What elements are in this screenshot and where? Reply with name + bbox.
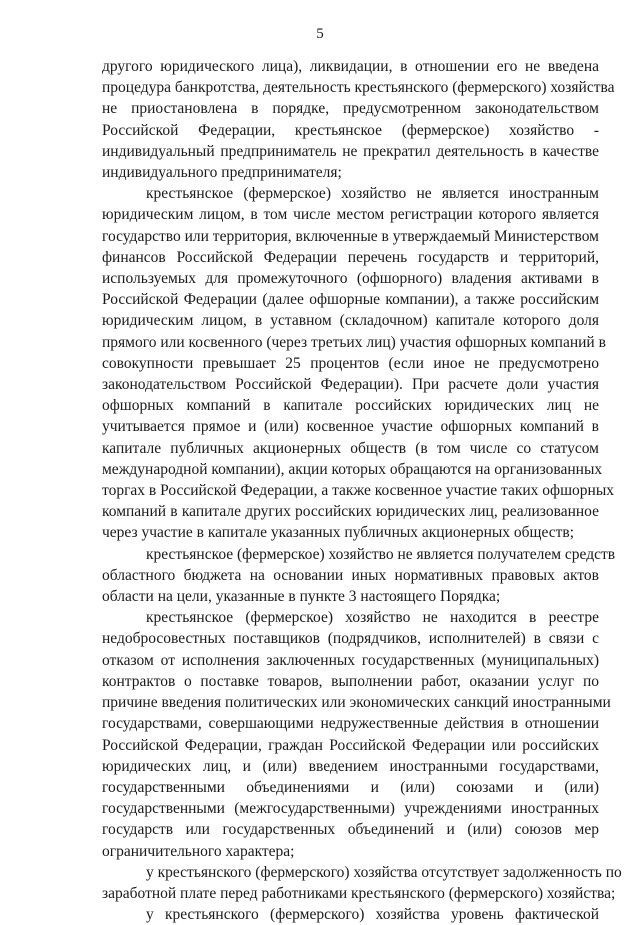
text-line: совокупности превышает 25 процентов (если иное не предусмотрено	[102, 354, 599, 372]
text-line: компаний в капитале других российских юридических лиц, реализованное	[102, 503, 599, 521]
text-line: крестьянское (фермерское) хозяйство не находится в реестре	[146, 609, 599, 627]
text-line: через участие в капитале указанных публичных акционерных обществ;	[102, 524, 575, 542]
text-line: Российской Федерации, граждан Российской Федерации или российских	[102, 736, 599, 754]
paragraph	[102, 544, 616, 608]
page-number: 5	[316, 26, 324, 42]
text-line: контрактов о поставке товаров, выполнении работ, оказании услуг по	[102, 672, 599, 690]
text-line: международной компании), акции которых обращаются на организованных	[102, 460, 603, 478]
text-line: юридических лиц, и (или) введением иностранными государствами,	[102, 757, 599, 775]
text-line: другого юридического лица), ликвидации, в отношении его не введена	[102, 58, 599, 75]
text-line: процедура банкротства, деятельность крестьянского (фермерского) хозяйства	[102, 79, 615, 97]
text-line: крестьянское (фермерское) хозяйство не является иностранным	[146, 185, 599, 203]
text-line: области на цели, указанные в пункте 3 настоящего Порядка;	[102, 588, 501, 606]
paragraph	[102, 862, 622, 904]
text-line: используемых для промежуточного (офшорного) владения активами в	[102, 270, 599, 288]
text-line: юридическим лицом, в том числе местом регистрации которого является	[102, 206, 599, 224]
text-line: заработной плате перед работниками крестьянского (фермерского) хозяйства;	[102, 884, 616, 902]
text-line: причине введения политических или экономических санкций иностранными	[102, 694, 611, 712]
text-line: у крестьянского (фермерского) хозяйства отсутствует задолженность по	[146, 863, 622, 881]
paragraph	[102, 56, 615, 183]
text-line: юридическим лицом, в уставном (складочном) капитале которого доля	[102, 312, 599, 330]
document-body	[102, 56, 622, 925]
text-line: офшорных компаний в капитале российских юридических лиц не	[102, 397, 599, 415]
text-line: Российской Федерации (далее офшорные компании), а также российским	[102, 291, 599, 309]
text-line: индивидуального предпринимателя;	[102, 164, 342, 182]
text-line: Российской Федерации, крестьянское (фермерское) хозяйство -	[102, 121, 599, 139]
text-line: торгах в Российской Федерации, а также косвенное участие таких офшорных	[102, 482, 614, 500]
text-line: прямого или косвенного (через третьих лиц) участия офшорных компаний в	[102, 333, 606, 351]
text-line: индивидуальный предприниматель не прекратил деятельность в качестве	[102, 142, 599, 160]
text-line: финансов Российской Федерации перечень государств и территорий,	[102, 248, 599, 266]
paragraph	[102, 607, 611, 861]
text-line: учитывается прямое и (или) косвенное участие офшорных компаний в	[102, 418, 599, 436]
text-line: государство или территория, включенные в утверждаемый Министерством	[102, 227, 599, 245]
text-line: государственными (межгосударственными) учреждениями иностранных	[102, 800, 599, 818]
text-line: областного бюджета на основании иных нормативных правовых актов	[102, 566, 599, 584]
paragraph	[102, 904, 599, 925]
text-line: государствами, совершающими недружественные действия в отношении	[102, 715, 599, 733]
text-line: государств или государственных объединений и (или) союзов мер	[102, 821, 599, 839]
text-line: законодательством Российской Федерации). При расчете доли участия	[102, 376, 599, 394]
text-line: отказом от исполнения заключенных государственных (муниципальных)	[102, 651, 599, 669]
text-line: у крестьянского (фермерского) хозяйства уровень фактической	[146, 906, 599, 924]
paragraph	[102, 183, 614, 543]
text-line: ограничительного характера;	[102, 842, 295, 860]
text-line: государственными объединениями и (или) союзами и (или)	[102, 778, 599, 796]
text-line: не приостановлена в порядке, предусмотренном законодательством	[102, 100, 599, 118]
text-line: недобросовестных поставщиков (подрядчиков, исполнителей) в связи с	[102, 630, 599, 648]
text-line: капитале публичных акционерных обществ (в том числе со статусом	[102, 439, 599, 457]
text-line: крестьянское (фермерское) хозяйство не является получателем средств	[146, 545, 616, 563]
